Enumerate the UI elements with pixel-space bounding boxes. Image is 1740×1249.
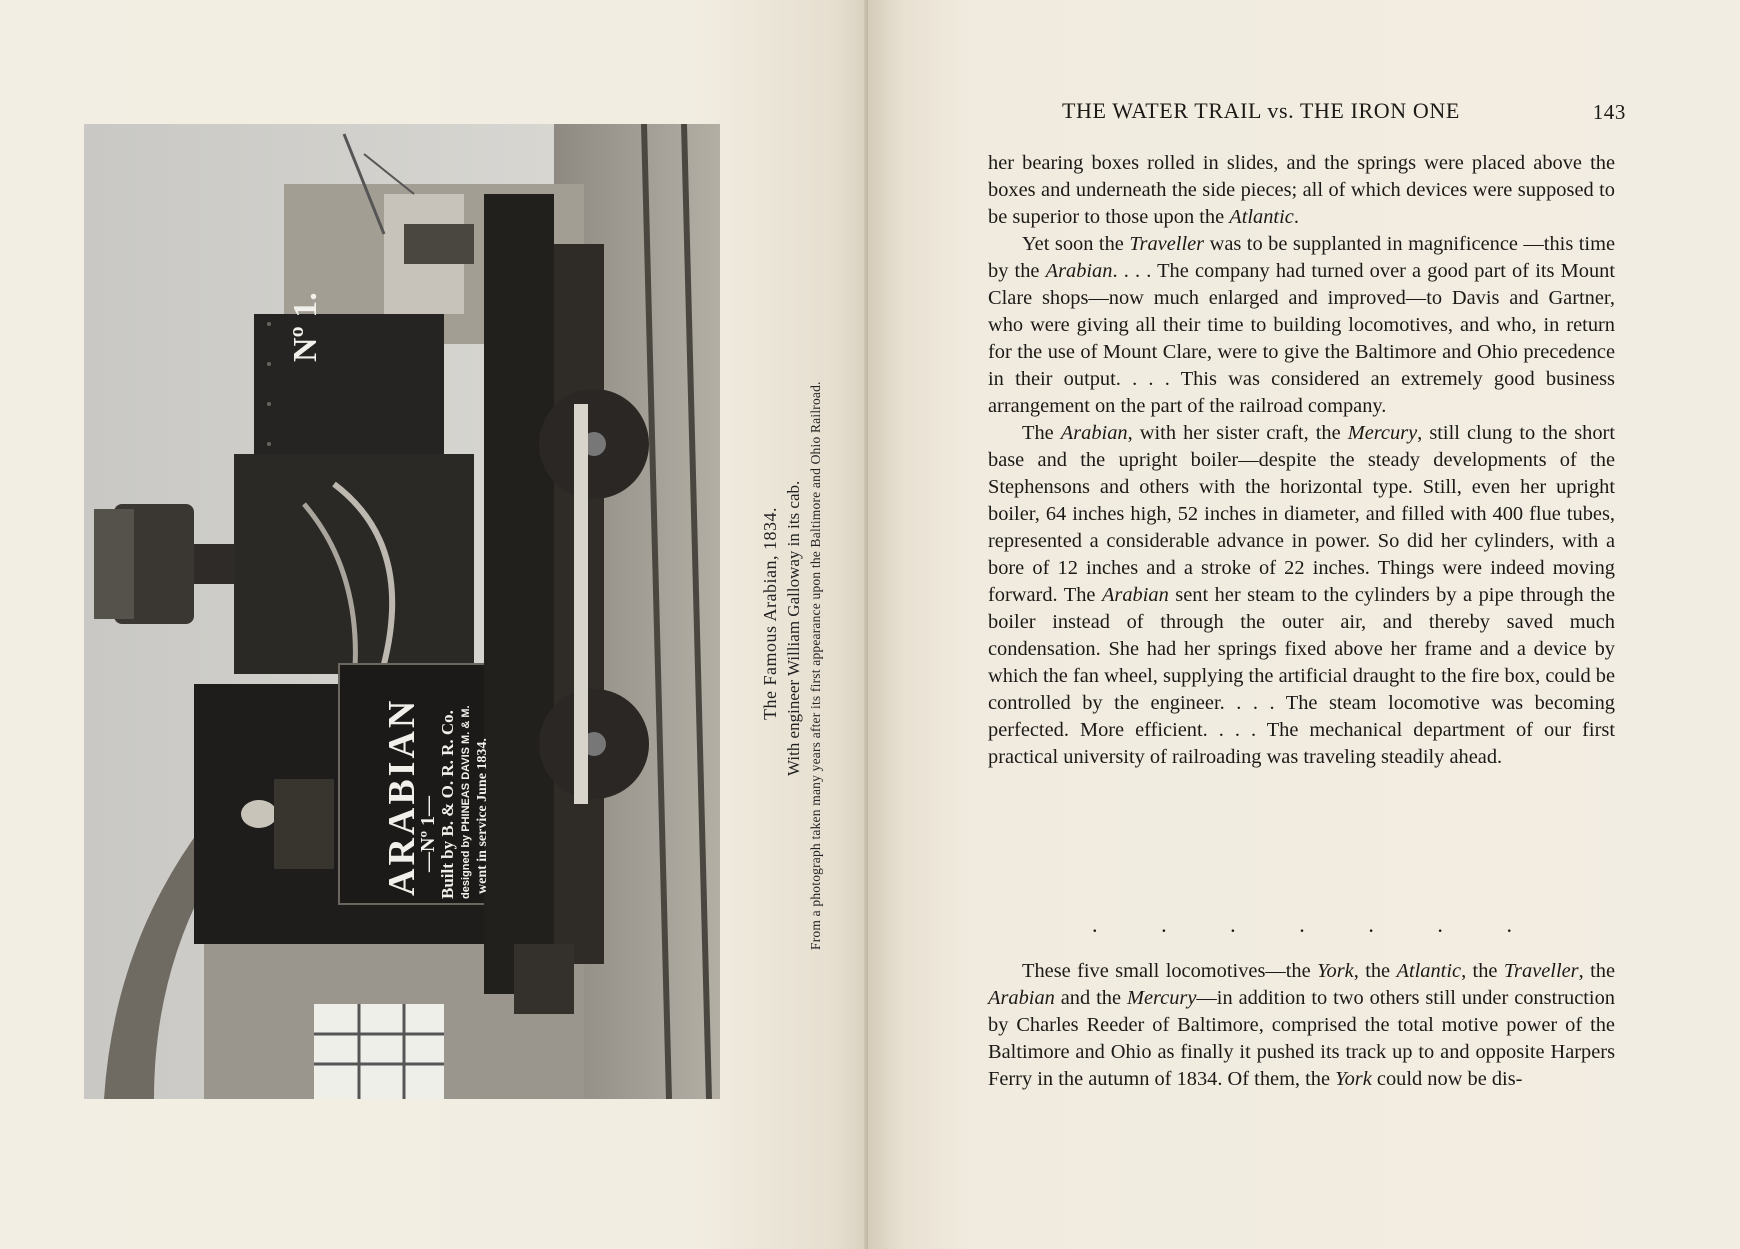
- cab-line-4: went in service June 1834.: [475, 738, 490, 894]
- text-run: The: [1022, 422, 1061, 444]
- section-separator: [1092, 912, 1512, 938]
- separator-dot: .: [1368, 912, 1374, 937]
- text-run: , the: [1461, 960, 1504, 982]
- text-run: . . . . The company had turned over a good part of its Mount Clare shops—now much enlarged and improved—to Davis and Gartner, who were giving all their time to building locomotives, and who, in return for the use of Mount Clare, were to give the Baltimore and Ohio precedence in their output. . . . This was considered an extremely good business arrangement on the part of the railroad company.: [988, 260, 1615, 417]
- body-text-continued: [988, 958, 1615, 1093]
- paragraph: [988, 231, 1615, 420]
- italic-text: Arabian: [988, 987, 1055, 1009]
- text-run: could now be dis-: [1371, 1068, 1523, 1090]
- tank-number: Nº 1.: [287, 292, 324, 362]
- italic-text: Atlantic: [1229, 206, 1294, 228]
- left-page: [0, 0, 868, 1249]
- italic-text: Mercury: [1347, 422, 1418, 444]
- separator-dot: .: [1161, 912, 1167, 937]
- text-run: , the: [1578, 960, 1615, 982]
- separator-dot: .: [1230, 912, 1236, 937]
- italic-text: Arabian: [1060, 422, 1128, 444]
- separator-dot: .: [1092, 912, 1098, 937]
- cab-line-2: Built by B. & O. R. R. Co.: [438, 710, 457, 899]
- paragraph: [988, 420, 1615, 771]
- italic-text: Arabian: [1045, 260, 1113, 282]
- separator-dot: .: [1299, 912, 1305, 937]
- text-run: —in addition to two others still under construction by Charles Reeder of Baltimore, comprised the total motive power of the Baltimore and Ohio as finally it pushed its track up to and opposite Harpers Ferry in the autumn of 1834. Of them, the: [988, 987, 1615, 1090]
- text-run: sent her steam to the cylinders by a pipe through the boiler instead of through the outer air, and thereby saved much condensation. She had her springs fixed above her frame and a device by which the fan wheel, supplying the artificial draught to the fire box, could be controlled by the engineer. . . . The steam locomotive was becoming perfected. More efficient. . . . The mechanical department of our first practical university of railroading was traveling steadily ahead.: [988, 584, 1616, 768]
- text-run: her bearing boxes rolled in slides, and the springs were placed above the boxes and underneath the side pieces; all of which devices were supposed to be superior to those upon the: [988, 152, 1615, 228]
- running-header: [1062, 98, 1626, 124]
- italic-text: York: [1317, 960, 1354, 982]
- cab-line-1: —Nº 1—: [417, 795, 439, 872]
- italic-text: Traveller: [1503, 960, 1579, 982]
- paragraph: [988, 958, 1615, 1093]
- cab-line-3: designed by PHINEAS DAVIS M. & M.: [460, 705, 472, 899]
- separator-dot: .: [1437, 912, 1443, 937]
- italic-text: Arabian: [1101, 584, 1169, 606]
- text-run: .: [1293, 206, 1299, 228]
- body-text: [988, 150, 1615, 771]
- text-run: , still clung to the short base and the upright boiler—despite the steady developments of the Stephensons and others with the horizontal type. Still, even her upright boiler, 64 inches high, 52 inches in diameter, and filled with 400 flue tubes, represented a considerable advance in power. So did her cylinders, with a bore of 12 inches and a stroke of 22 inches. Things were indeed moving forward. The: [988, 422, 1615, 606]
- cab-name: ARABIAN: [381, 697, 423, 896]
- separator-dot: .: [1506, 912, 1512, 937]
- caption-photo-credit: From a photograph taken many years after its first appearance upon the Baltimore and Ohio Railroad.: [808, 381, 823, 950]
- italic-text: Atlantic: [1396, 960, 1462, 982]
- italic-text: Mercury: [1126, 987, 1197, 1009]
- text-run: These five small locomotives—the: [1022, 960, 1318, 982]
- text-run: , with her sister craft, the: [1127, 422, 1348, 444]
- text-run: Yet soon the: [1022, 233, 1130, 255]
- page-number: 143: [1592, 100, 1626, 124]
- caption-subtitle: With engineer William Galloway in its cab.: [784, 480, 803, 776]
- text-run: , the: [1353, 960, 1397, 982]
- text-run: was to be supplanted in magnificence —this time by the: [988, 233, 1616, 282]
- paragraph: [988, 150, 1615, 231]
- caption-title: The Famous Arabian, 1834.: [760, 507, 780, 720]
- text-run: and the: [1054, 987, 1127, 1009]
- locomotive-photograph: [84, 124, 720, 1099]
- running-title: THE WATER TRAIL vs. THE IRON ONE: [1062, 98, 1460, 123]
- italic-text: Traveller: [1129, 233, 1205, 255]
- italic-text: York: [1335, 1068, 1372, 1090]
